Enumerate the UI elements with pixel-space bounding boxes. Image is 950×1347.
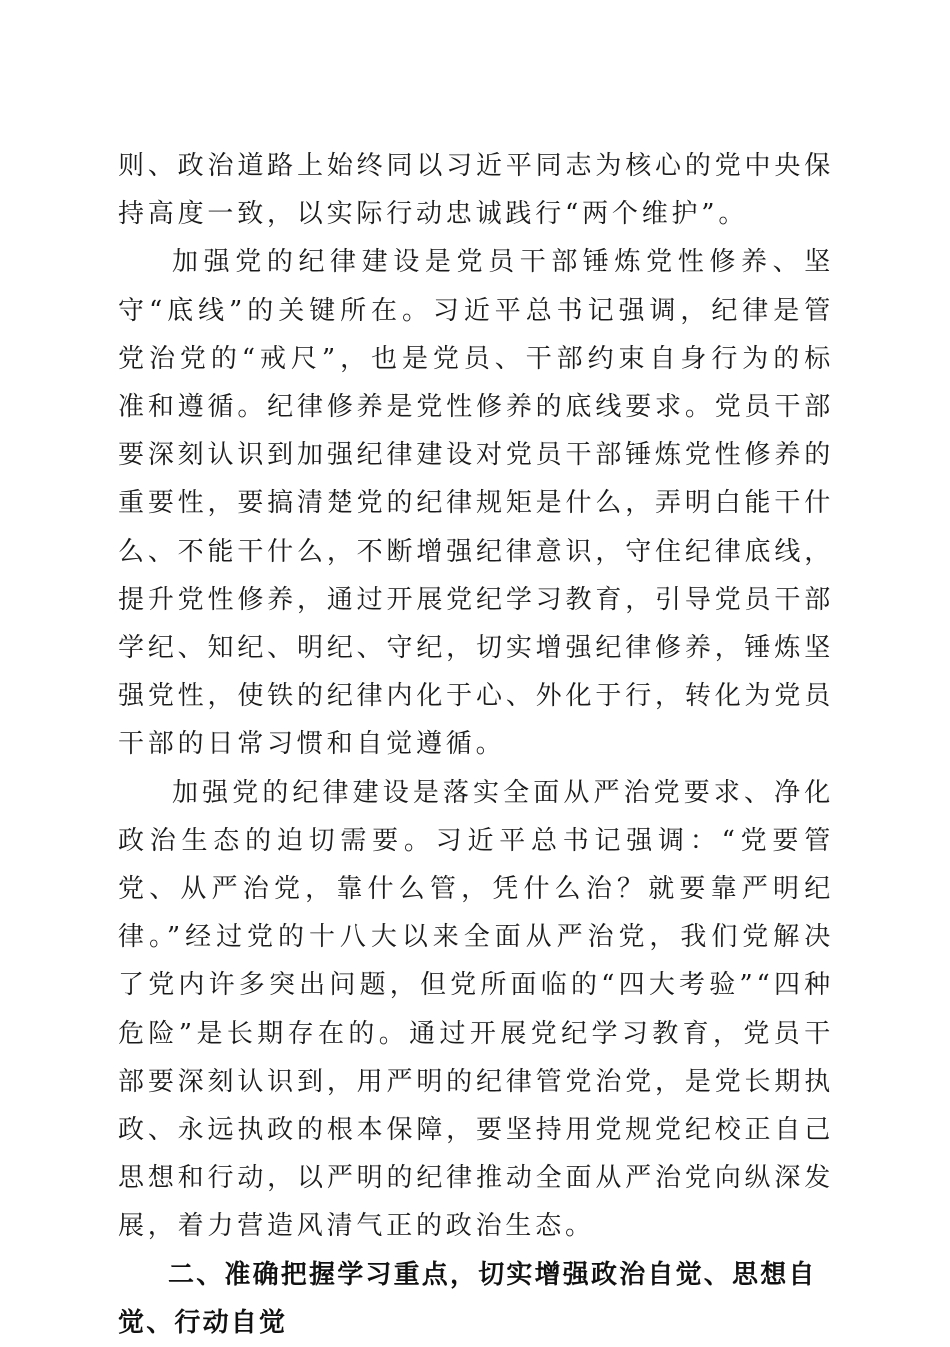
paragraph-discipline-bottom-line: 加强党的纪律建设是党员干部锤炼党性修养、坚守“底线”的关键所在。习近平总书记强调，纪律是管党治党的“戒尺”，也是党员、干部约束自身行为的标准和遵循。纪律修养是党性修养的底线要求。党员干部要深刻认识到加强纪律建设对党员干部锤炼党性修养的重要性，要搞清楚党的纪律规矩是什么，弄明白能干什么、不能干什么，不断增强纪律意识，守住纪律底线，提升党性修养，通过开展党纪学习教育，引导党员干部学纪、知纪、明纪、守纪，切实增强纪律修养，锤炼坚强党性，使铁的纪律内化于心、外化于行，转化为党员干部的日常习惯和自觉遵循。 — [118, 247, 834, 760]
paragraph-continuation: 则、政治道路上始终同以习近平同志为核心的党中央保持高度一致，以实际行动忠诚践行“两个维护”。 — [118, 151, 834, 230]
document-page — [118, 142, 834, 1347]
paragraph-strict-governance: 加强党的纪律建设是落实全面从严治党要求、净化政治生态的迫切需要。习近平总书记强调：“党要管党、从严治党，靠什么管，凭什么治？就要靠严明纪律。”经过党的十八大以来全面从严治党，我们党解决了党内许多突出问题，但党所面临的“四大考验”“四种危险”是长期存在的。通过开展党纪学习教育，党员干部要深刻认识到，用严明的纪律管党治党，是党长期执政、永远执政的根本保障，要坚持用党规党纪校正自己思想和行动，以严明的纪律推动全面从严治党向纵深发展，着力营造风清气正的政治生态。 — [118, 777, 834, 1242]
section-heading: 二、准确把握学习重点，切实增强政治自觉、思想自觉、行动自觉 — [118, 1259, 817, 1338]
